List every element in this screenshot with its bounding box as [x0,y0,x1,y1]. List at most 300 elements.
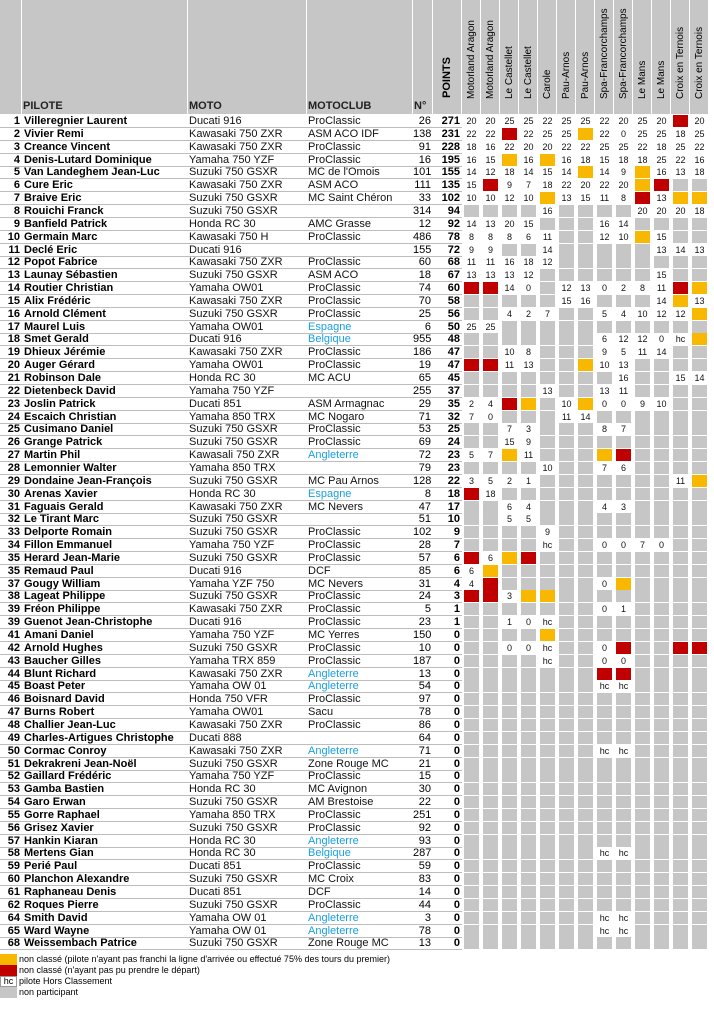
rank-cell: 28 [7,461,20,474]
race-result-cell [502,758,517,770]
race-result-cell [464,796,479,808]
header-race-8: Spa-Francorchamps [599,8,610,99]
header-motoclub-block [307,0,413,114]
race-result-cell [673,732,688,744]
points-cell: 0 [453,629,460,641]
race-result-cell: 0 [502,642,517,654]
race-result-cell [540,218,555,230]
club-cell: MC Avignon [308,783,368,796]
race-result-cell: 15 [597,154,612,166]
race-result-cell [692,590,707,602]
header-race-9: Spa-Francorchamps [618,8,629,99]
race-result-cell [635,629,650,641]
rank-cell: 14 [7,282,20,295]
header-pilote-label: PILOTE [23,100,63,112]
race-result-cell [597,809,612,821]
race-result-cell [559,501,574,513]
race-result-cell [559,346,574,358]
race-result-cell [692,847,707,859]
club-cell: MC Pau Arnos [308,474,379,487]
race-result-cell: 3 [464,475,479,487]
legend-swatch [0,954,17,965]
race-result-cell [521,526,536,538]
race-result-cell: 13 [483,218,498,230]
club-cell: ASM ACO [308,269,359,282]
number-cell: 92 [418,821,431,834]
race-result-cell: 12 [597,231,612,243]
race-result-cell [692,333,707,345]
race-result-cell: 4 [502,308,517,320]
race-result-cell: 10 [597,359,612,371]
race-result-cell [635,642,650,654]
points-cell: 0 [453,873,460,886]
race-result-cell [616,205,631,217]
table-row [0,796,714,809]
race-result-cell [464,899,479,911]
race-result-cell [559,269,574,281]
race-result-cell [654,218,669,230]
race-result-cell [616,783,631,795]
race-result-cell [559,719,574,731]
number-cell: 23 [418,616,431,629]
number-cell: 78 [418,924,431,937]
race-result-cell [483,295,498,307]
rank-cell: 46 [7,693,20,706]
race-result-cell [692,449,707,461]
number-cell: 18 [418,269,431,282]
number-cell: 26 [418,115,431,127]
rank-cell: 13 [7,269,20,282]
race-result-cell [502,809,517,821]
race-result-cell [540,693,555,705]
race-result-cell [673,847,688,859]
race-result-cell [502,847,517,859]
race-result-cell [540,436,555,448]
race-result-cell: 3 [616,501,631,513]
table-row [0,552,714,565]
race-result-cell [616,295,631,307]
moto-cell: Yamaha OW 01 [189,680,267,693]
moto-cell: Ducati 916 [189,333,242,346]
race-result-cell [483,462,498,474]
points-cell: 6 [453,551,460,564]
race-result-cell: 20 [540,141,555,153]
club-cell [308,732,413,744]
race-result-cell [521,629,536,641]
race-result-cell: 15 [521,218,536,230]
pilot-name: Gamba Bastien [24,783,105,796]
pilot-name: Raphaneau Denis [24,886,117,898]
race-result-cell [483,706,498,718]
race-result-cell [654,616,669,628]
pilot-name: Delporte Romain [24,526,113,539]
race-result-cell: 22 [578,141,593,153]
club-cell [308,244,413,256]
race-result-cell [616,860,631,872]
race-result-cell [502,526,517,538]
race-result-cell: hc [597,847,612,859]
race-result-cell: 22 [559,179,574,191]
race-result-cell [483,629,498,641]
race-result-cell [692,308,707,320]
points-cell: 25 [447,423,460,436]
race-result-cell [692,745,707,757]
race-result-cell: 22 [540,115,555,127]
race-result-cell [635,655,650,667]
pilot-name: Roques Pierre [24,898,99,911]
race-result-cell [578,835,593,847]
race-result-cell [673,398,688,410]
moto-cell: Suzuki 750 GSXR [189,898,278,911]
race-result-cell [464,526,479,538]
race-result-cell [616,449,631,461]
race-result-cell [635,925,650,937]
club-cell: Espagne [308,487,352,500]
race-result-cell [502,539,517,551]
race-result-cell [483,745,498,757]
moto-cell: Suzuki 750 GSXR [189,269,278,282]
header-race-2: Motorland Aragon [485,20,496,99]
race-result-cell: 13 [578,282,593,294]
table-row [0,436,714,449]
race-result-cell [616,899,631,911]
race-result-cell [521,745,536,757]
table-row [0,590,714,603]
race-result-cell [635,835,650,847]
race-result-cell [616,436,631,448]
number-cell: 21 [418,757,431,770]
number-cell: 70 [418,294,431,307]
number-cell: 44 [418,898,431,911]
race-result-cell [540,822,555,834]
race-result-cell [673,758,688,770]
race-result-cell [559,578,574,590]
race-result-cell [521,886,536,898]
points-cell: 68 [447,256,460,269]
race-result-cell [692,835,707,847]
race-result-cell: 4 [616,308,631,320]
number-cell: 72 [418,449,431,462]
race-result-cell [540,629,555,641]
race-result-cell [692,732,707,744]
points-cell: 1 [453,603,460,616]
race-result-cell [692,796,707,808]
race-result-cell [654,642,669,654]
race-result-cell [578,860,593,872]
race-result-cell [559,359,574,371]
race-result-cell [559,590,574,602]
legend-text: non participant [19,987,79,998]
race-result-cell [559,886,574,898]
race-result-cell [635,231,650,243]
pilot-name: Arnold Hughes [24,641,103,654]
race-result-cell [635,475,650,487]
race-result-cell [654,822,669,834]
table-row [0,732,714,745]
race-result-cell [464,937,479,949]
race-result-cell [502,578,517,590]
race-result-cell: 20 [483,115,498,127]
rank-cell: 20 [7,359,20,372]
points-cell: 0 [453,898,460,911]
points-cell: 23 [447,461,460,474]
moto-cell: Ducati 888 [189,731,242,744]
race-result-cell [521,835,536,847]
rank-cell: 11 [8,243,20,256]
moto-cell: Honda RC 30 [189,847,256,860]
race-result-cell [464,835,479,847]
race-result-cell [692,179,707,191]
race-result-cell [654,488,669,500]
race-result-cell [654,937,669,949]
rank-cell: 10 [7,230,20,243]
race-result-cell: 12 [559,282,574,294]
points-cell: 271 [441,115,460,127]
race-result-cell [673,899,688,911]
race-result-cell [673,295,688,307]
points-cell: 50 [447,320,460,333]
race-result-cell: 16 [540,205,555,217]
header-race-6-block [557,0,576,114]
pilot-name: Dhieux Jérémie [24,346,106,359]
race-result-cell [635,436,650,448]
race-result-cell [635,847,650,859]
race-result-cell [654,436,669,448]
points-cell: 7 [453,539,460,552]
rank-cell: 39 [7,603,20,616]
race-result-cell [673,321,688,333]
race-result-cell: 11 [635,346,650,358]
race-result-cell [502,873,517,885]
race-result-cell [502,719,517,731]
race-result-cell [483,860,498,872]
rank-cell: 53 [7,783,20,796]
club-cell: ProClassic [308,654,361,667]
rank-cell: 41 [7,629,20,641]
race-result-cell [502,398,517,410]
race-result-cell: 15 [654,231,669,243]
pilot-name: Grange Patrick [24,436,103,449]
pilot-name: Amani Daniel [24,629,94,641]
points-cell: 37 [447,384,460,397]
points-cell: 47 [447,346,460,359]
number-cell: 93 [418,834,431,847]
points-cell: 135 [441,179,460,192]
race-result-cell [654,501,669,513]
points-cell: 35 [447,397,460,410]
race-result-cell [464,745,479,757]
race-result-cell [673,552,688,564]
race-result-cell: hc [540,539,555,551]
race-result-cell [635,616,650,628]
race-result-cell [616,513,631,525]
table-row [0,565,714,578]
header-rank-block [0,0,22,114]
race-result-cell: 20 [654,115,669,127]
rank-cell: 68 [7,937,20,950]
race-result-cell: 0 [483,411,498,423]
race-result-cell [502,205,517,217]
moto-cell: Yamaha OW 01 [189,924,267,937]
points-cell: 22 [447,474,460,487]
race-result-cell [673,526,688,538]
race-result-cell [578,629,593,641]
race-result-cell [464,462,479,474]
header-race-4: Le Castellet [523,46,534,99]
race-result-cell [616,732,631,744]
moto-cell: Kawasaki 750 ZXR [189,346,283,359]
rank-cell: 12 [7,256,20,269]
race-result-cell [692,629,707,641]
moto-cell: Suzuki 750 GSXR [189,513,278,526]
rank-cell: 31 [7,500,20,513]
race-result-cell [654,578,669,590]
club-cell: Angleterre [308,744,359,757]
pilot-name: Maurel Luis [24,320,86,333]
header-race-10: Le Mans [637,60,648,99]
race-result-cell [464,847,479,859]
race-result-cell: 10 [502,346,517,358]
race-result-cell [559,256,574,268]
race-result-cell [502,488,517,500]
points-cell: 0 [453,693,460,706]
race-result-cell [635,513,650,525]
race-result-cell [673,359,688,371]
moto-cell: Suzuki 750 GSXR [189,821,278,834]
race-result-cell [635,899,650,911]
pilot-name: Creance Vincent [24,140,111,153]
number-cell: 71 [418,410,431,423]
pilot-name: Robinson Dale [24,372,102,384]
legend-item [0,976,714,987]
race-result-cell [673,269,688,281]
table-row [0,359,714,372]
race-result-cell [559,231,574,243]
race-result-cell [673,115,688,127]
rank-cell: 54 [7,796,20,809]
race-result-cell [483,526,498,538]
race-result-cell [673,449,688,461]
race-result-cell [654,693,669,705]
race-result-cell [616,629,631,641]
race-result-cell [692,578,707,590]
race-result-cell [692,783,707,795]
race-result-cell [502,706,517,718]
club-cell: Angleterre [308,834,359,847]
race-result-cell [692,411,707,423]
header-race-11: Le Mans [656,60,667,99]
race-result-cell: 12 [635,333,650,345]
race-result-cell [559,372,574,384]
points-cell: 0 [453,821,460,834]
number-cell: 33 [418,192,431,205]
moto-cell: Kawasaki 750 ZXR [189,294,283,307]
race-result-cell [616,488,631,500]
club-cell: Angleterre [308,911,359,924]
race-result-cell [483,590,498,602]
moto-cell: Kawasaki 750 ZXR [189,127,283,140]
race-result-cell: 13 [464,269,479,281]
race-result-cell [559,783,574,795]
rank-cell: 3 [13,140,20,153]
pilot-name: Gaillard Frédéric [24,770,112,783]
race-result-cell [616,475,631,487]
club-cell: ProClassic [308,551,361,564]
race-result-cell: 0 [597,603,612,615]
points-cell: 0 [453,731,460,744]
race-result-cell: 13 [654,244,669,256]
race-result-cell [540,321,555,333]
race-result-cell [559,796,574,808]
rank-cell: 35 [7,564,20,577]
race-result-cell [559,321,574,333]
points-cell: 228 [441,140,460,153]
race-result-cell [559,449,574,461]
rank-cell: 44 [7,667,20,680]
race-result-cell [464,616,479,628]
race-result-cell [521,205,536,217]
race-result-cell [692,603,707,615]
pilot-name: Challier Jean-Luc [24,718,116,731]
race-result-cell [521,822,536,834]
pilot-name: Germain Marc [24,230,98,243]
race-result-cell [540,603,555,615]
race-result-cell: 18 [521,256,536,268]
race-result-cell [673,179,688,191]
race-result-cell [597,835,612,847]
moto-cell: Kawasaki 750 ZXR [189,718,283,731]
race-result-cell [540,475,555,487]
number-cell: 16 [418,153,431,166]
race-result-cell [483,616,498,628]
points-cell: 0 [453,770,460,783]
table-row [0,372,714,385]
race-result-cell: 25 [673,141,688,153]
race-result-cell [521,590,536,602]
race-result-cell [502,886,517,898]
race-result-cell [635,578,650,590]
race-result-cell [540,860,555,872]
pilot-name: Charles-Artigues Christophe [24,731,174,744]
race-result-cell [692,912,707,924]
header-motoclub-label: MOTOCLUB [308,100,372,112]
table-row [0,321,714,334]
race-result-cell [616,411,631,423]
race-result-cell: 13 [540,385,555,397]
race-result-cell [521,488,536,500]
club-cell: DCF [308,564,331,577]
race-result-cell [635,706,650,718]
race-result-cell [654,603,669,615]
moto-cell: Suzuki 750 GSXR [189,796,278,809]
points-cell: 32 [447,410,460,423]
table-row [0,423,714,436]
points-cell: 47 [447,359,460,372]
race-result-cell [540,783,555,795]
race-result-cell [559,205,574,217]
number-cell: 486 [413,230,432,243]
race-result-cell [635,886,650,898]
race-result-cell [521,385,536,397]
points-cell: 48 [447,333,460,346]
race-result-cell: 13 [692,244,707,256]
race-result-cell: 16 [597,218,612,230]
race-result-cell [464,732,479,744]
race-result-cell [540,295,555,307]
race-result-cell: 20 [635,205,650,217]
race-result-cell [616,565,631,577]
race-result-cell [578,680,593,692]
